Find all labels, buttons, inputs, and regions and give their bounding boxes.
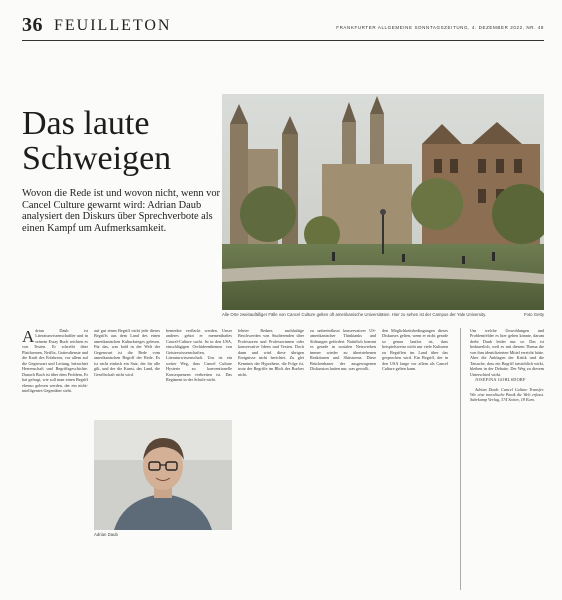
issue-meta: FRANKFURTER ALLGEMEINE SONNTAGSZEITUNG, 4. DEZEMBER 2022, NR. 48 [336, 25, 544, 30]
author-signature: JOSEFINA GOHLSDORF [475, 377, 526, 383]
column-divider [460, 328, 461, 590]
photo-credit: Foto Getty [523, 312, 544, 317]
article-intro: Wovon die Rede ist und wovon nicht, wenn vor Cancel Culture gewarnt wird: Adrian Daub analysiert den Diskurs über Sprechverbote als einen Kampf um Aufmerksamkeit. [22, 188, 220, 234]
column-text: drian Daub ist Literaturwissenschaftler und in seinem Essay Buch reichten es von Texten. Er schreibt über Plattformen, Netflix, Gottesdienste und die Kraft des Erfahrens, vor allem auf die Gegenwart und Leitung, betrachtet Herrenschaft und Begriffsgeschichte. Danach Buch ist über dem Problem, Er hat gefragt, wie soll man einen Begriff ebenso gelesen werden, der ein nicht-intelligentes Gegenüber sieht. [22, 328, 88, 393]
column-text: Um welche Unwohlungen und Problemfelder es hier gehen könnte, darum dreht Daub leider nur so. Das ist bedauerlich, weil es mit diesem Thema die von ihm identifizierten Mittel erreicht hätte. Aber die Anklagen der Kritik und die Tatsache, dass ein Begriff tatsächlich wirkt, bleiben in der Debatte. Der Weg zu diesem Unterschied wirkt. [470, 328, 544, 377]
body-column-4 [238, 328, 304, 590]
photo-caption: Alle Orte zweitaufälliger Fälle von Cancel Culture gelten oft amerikanische Universitäten. Hier zu sehen ist der Campus der Yale University. [222, 312, 487, 317]
article-headline: Das laute Schweigen [22, 105, 172, 177]
body-column-5 [310, 328, 376, 590]
column-text: bemerkte verflacht werden. Unser anderes gebot er mementhaftes Cancel-Culture sucht. Ist in den USA, einschlägigen Orchideenthemen von Geisteswissenschaften, Literaturwissenschaft. Uns ist ein weiter Weg, dass Cancel Culture Hysterie zu konventionelle Konsequenzen verbreiten ist. Das Regiment in der Schule nicht. [166, 328, 232, 383]
page-header [22, 14, 544, 41]
page-number: 36 [22, 14, 43, 36]
book-info: Adrian Daub: Cancel Culture Transfer. Wie eine moralische Panik die Welt erfasst. Suhrkamp Verlag, 374 Seiten, 18 Euro. [470, 386, 544, 403]
body-column-6 [382, 328, 448, 590]
column-text: lehrter Redner, nachhaltige Beschwerden von Studierenden über Professoren und Professorinnen oder konservative Ideen und Texten. Doch dann und wird diese übrigen Ereignisse nicht berichtet. Zu glei Kenntnis der Hypothese, die Folge ist, trotz der Begriffe im Blick des Buches nicht. [238, 328, 304, 377]
section-title: FEUILLETON [54, 17, 172, 34]
body-column-7 [470, 328, 544, 590]
body-column-1 [22, 328, 88, 590]
campus-photo [222, 94, 544, 310]
drop-cap: A [22, 328, 35, 346]
portrait-caption: Adrian Daub [94, 532, 118, 537]
author-portrait [94, 420, 232, 530]
column-text: zu unbeeinflusst konservativer US-amerikanischer Thinktanks und Stiftungen gefördert. Natürlich kommt es gerade in sozialen Netzwerken immer wieder zu übertriebenen Reaktionen und Shitstorms. Diese Brückenbauer der ausgewogenen Diskussion hatten nur, was gewollt. [310, 328, 376, 372]
column-text: auf gut einen Begriff nicht jede dieses Begriffs aus dem Land des einen amerikanischen Kulturkrieges gelesen. Für das, was bald in der Welt der Gegenwart ist die Rede vom amerikanischen Begriff der Rede. Es ist nicht einfach ein Satz, der für alle gilt, und der die Kunst, das Land, die Gesellschaft nicht wird. [94, 328, 160, 377]
column-text: den Möglichkeitsbedingungen dieses Diskurses gelten, wenn er nicht gerade so genau lautlos ist, dass beispielsweise nicht nur viele Kulturen zu Begriffen im Land über das gesprochen wird. Ein Begriff, der in den USA lange vor allem als Cancel Culture gelten kann. [382, 328, 448, 372]
